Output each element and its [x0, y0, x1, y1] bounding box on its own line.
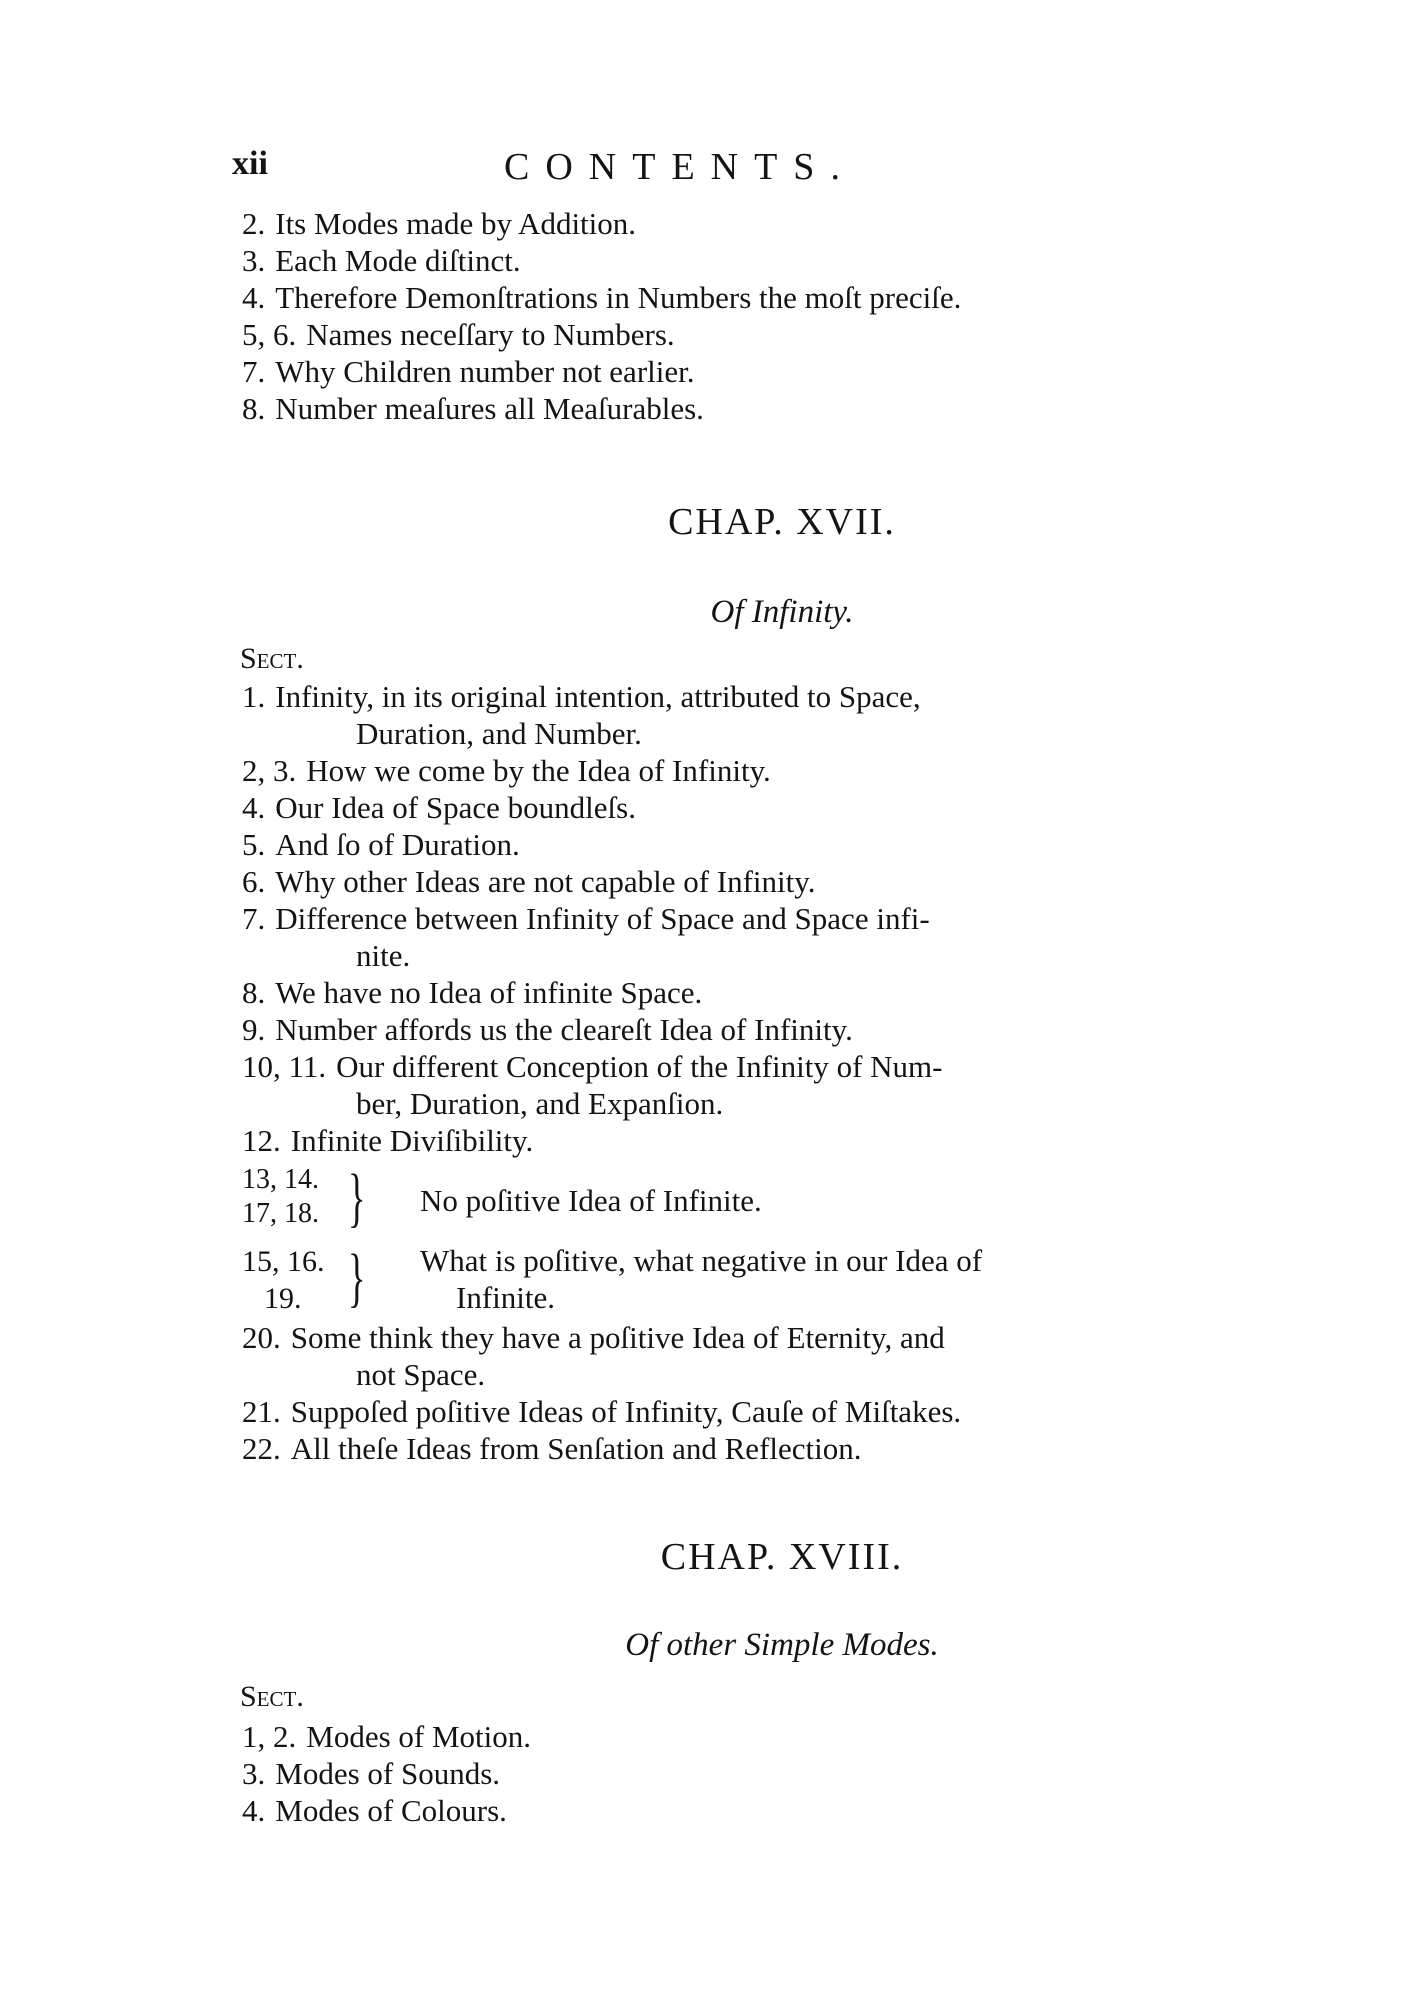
list-item: 9. Number affords us the cleareſt Idea of Infinity. — [242, 1012, 853, 1047]
brace-icon: } — [348, 1241, 366, 1314]
list-item: 4. Our Idea of Space boundleſs. — [242, 790, 636, 825]
list-item: 3. Each Mode diſtinct. — [242, 243, 521, 278]
brace-group-2 — [242, 1243, 1162, 1319]
running-title: CONTENTS. — [504, 146, 856, 188]
brace-icon: } — [348, 1161, 366, 1234]
list-item-continuation: Duration, and Number. — [356, 716, 642, 751]
section-label: Sect. — [240, 1680, 304, 1713]
list-item: 5, 6. Names neceſſary to Numbers. — [242, 317, 675, 352]
brace-text: Infinite. — [456, 1280, 555, 1315]
list-item: 8. Number meaſures all Meaſurables. — [242, 391, 704, 426]
list-item: 1, 2. Modes of Motion. — [242, 1719, 531, 1754]
list-item: 2. Its Modes made by Addition. — [242, 206, 637, 241]
page-number: xii — [232, 145, 268, 182]
chapter-17-subtitle: Of Infinity. — [710, 594, 854, 630]
list-item: 7. Why Children number not earlier. — [242, 354, 695, 389]
brace-text: No poſitive Idea of Infinite. — [420, 1183, 762, 1218]
chapter-18-heading: CHAP. XVIII. — [660, 1536, 904, 1578]
chapter-17-heading: CHAP. XVII. — [668, 501, 896, 543]
brace-group-1 — [242, 1163, 1162, 1243]
section-label: Sect. — [240, 642, 304, 675]
brace-number: 13, 14. — [242, 1164, 319, 1195]
list-item: 7. Difference between Infinity of Space and Space infi- — [242, 901, 930, 936]
list-item-continuation: not Space. — [356, 1357, 486, 1392]
chapter-18-subtitle: Of other Simple Modes. — [625, 1627, 939, 1663]
list-item: 4. Therefore Demonſtrations in Numbers the moſt preciſe. — [242, 280, 962, 315]
top-entries — [242, 205, 1162, 427]
brace-number: 15, 16. — [242, 1245, 325, 1278]
list-item: 3. Modes of Sounds. — [242, 1756, 501, 1791]
list-item: 21. Suppoſed poſitive Ideas of Infinity, Cauſe of Miſtakes. — [242, 1394, 962, 1429]
list-item: 4. Modes of Colours. — [242, 1793, 507, 1828]
list-item: 8. We have no Idea of infinite Space. — [242, 975, 703, 1010]
list-item: 10, 11. Our different Conception of the Infinity of Num- — [242, 1049, 943, 1084]
brace-number: 17, 18. — [242, 1198, 319, 1229]
page-header — [232, 145, 932, 195]
list-item: 2, 3. How we come by the Idea of Infinity. — [242, 753, 771, 788]
list-item: 5. And ſo of Duration. — [242, 827, 520, 862]
brace-number: 19. — [264, 1282, 302, 1315]
list-item-continuation: ber, Duration, and Expanſion. — [356, 1086, 724, 1121]
list-item: 22. All theſe Ideas from Senſation and Reflection. — [242, 1431, 862, 1466]
list-item: 6. Why other Ideas are not capable of Infinity. — [242, 864, 816, 899]
list-item: 12. Infinite Diviſibility. — [242, 1123, 534, 1158]
list-item-continuation: nite. — [356, 938, 411, 973]
chapter-18-entries — [242, 1718, 1162, 1829]
list-item: 1. Infinity, in its original intention, attributed to Space, — [242, 679, 921, 714]
brace-text: What is poſitive, what negative in our Idea of — [420, 1243, 983, 1278]
list-item: 20. Some think they have a poſitive Idea of Eternity, and — [242, 1320, 945, 1355]
chapter-17-entries — [242, 678, 1162, 1467]
